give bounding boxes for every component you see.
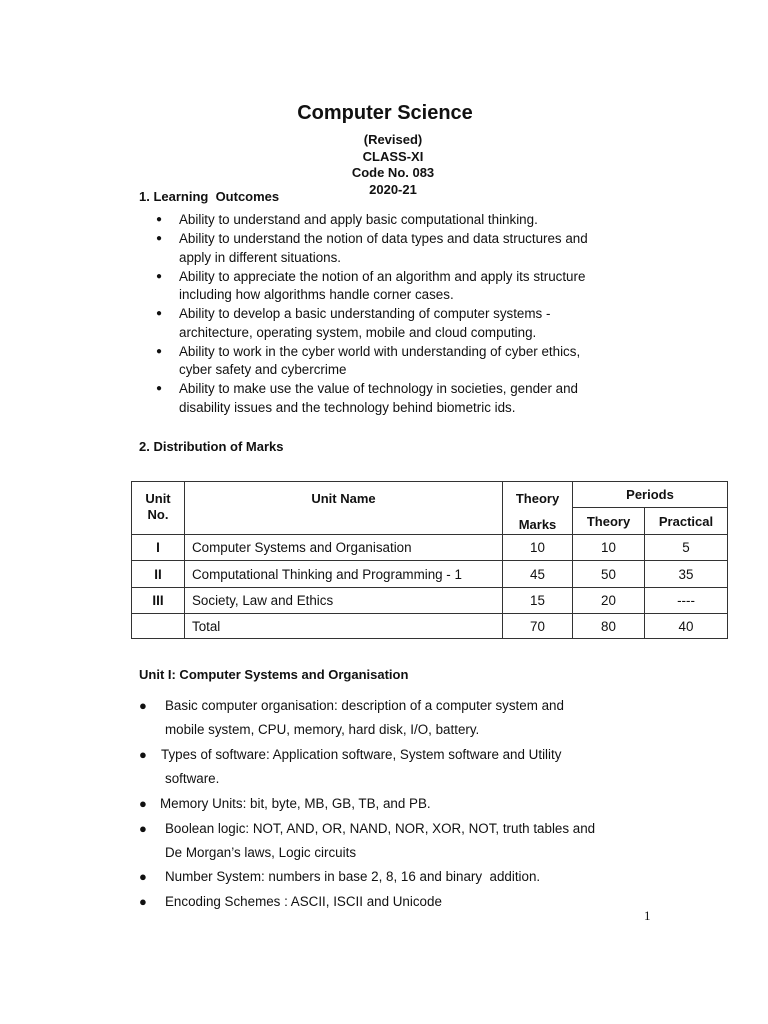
list-item: [156, 305, 676, 342]
list-item-line: mobile system, CPU, memory, hard disk, I/O, battery.: [165, 722, 480, 737]
header-theory-line1: Theory: [515, 491, 560, 506]
bullet-icon: ●: [156, 345, 163, 357]
bullet-icon: ●: [139, 698, 147, 713]
cell-unit: II: [132, 561, 185, 588]
list-item-line: disability issues and the technology behind biometric ids.: [179, 399, 516, 415]
table-row: [132, 561, 728, 588]
bullet-icon: ●: [139, 821, 147, 836]
cell-theory: 80: [573, 614, 645, 639]
list-item: [156, 230, 676, 267]
header-periods-theory: Theory: [573, 508, 645, 535]
list-item-line: De Morgan’s laws, Logic circuits: [165, 845, 357, 860]
revised-label: (Revised): [363, 132, 423, 147]
list-item: [156, 343, 676, 380]
list-item-line: Memory Units: bit, byte, MB, GB, TB, and PB.: [160, 796, 431, 811]
bullet-icon: ●: [156, 214, 163, 225]
cell-marks: 45: [503, 561, 573, 588]
list-item-line: Basic computer organisation: description of a computer system and: [165, 698, 564, 713]
list-item-line: cyber safety and cybercrime: [179, 362, 347, 377]
cell-unit-name: Computational Thinking and Programming - 1: [185, 561, 503, 588]
distribution-heading: 2. Distribution of Marks: [139, 439, 284, 454]
list-item-line: Ability to make use the value of technology in societies, gender and: [179, 381, 578, 396]
page-number: 1: [644, 908, 651, 923]
table-row: [132, 535, 728, 561]
header-unit-no-line2: No.: [147, 507, 169, 522]
list-item-line: including how algorithms handle corner cases.: [179, 287, 454, 302]
list-item-line: architecture, operating system, mobile and cloud computing.: [179, 324, 537, 340]
cell-marks: 70: [503, 614, 573, 639]
bullet-icon: ●: [139, 747, 147, 762]
cell-theory: 10: [573, 535, 645, 561]
header-unit-no-line1: Unit: [145, 491, 171, 506]
list-item-line: Ability to work in the cyber world with understanding of cyber ethics,: [179, 343, 581, 359]
cell-practical: 35: [645, 561, 728, 588]
cell-unit: III: [132, 588, 185, 614]
learning-outcomes-list: [156, 211, 676, 418]
list-item-line: Boolean logic: NOT, AND, OR, NAND, NOR, XOR, NOT, truth tables and: [165, 821, 596, 836]
unit1-heading: Unit I: Computer Systems and Organisation: [139, 667, 409, 682]
header-periods: Periods: [573, 482, 728, 508]
cell-unit: I: [132, 535, 185, 561]
code-label: Code No. 083: [351, 165, 435, 180]
learning-outcomes-heading: 1. Learning Outcomes: [139, 189, 280, 204]
cell-unit: [132, 614, 185, 639]
list-item-line: Ability to understand and apply basic computational thinking.: [179, 212, 538, 227]
list-item-line: software.: [165, 771, 220, 786]
cell-unit-name: Society, Law and Ethics: [185, 588, 503, 614]
list-item-line: Types of software: Application software, System software and Utility: [161, 747, 562, 762]
list-item-line: apply in different situations.: [179, 249, 342, 265]
cell-theory: 50: [573, 561, 645, 588]
list-item: [156, 211, 676, 230]
header-periods-practical: Practical: [645, 508, 728, 535]
header-theory-marks: [503, 482, 573, 535]
bullet-icon: ●: [139, 869, 147, 884]
list-item-line: Number System: numbers in base 2, 8, 16 and binary addition.: [165, 869, 541, 884]
document-title: Computer Science: [297, 102, 473, 124]
table-row: [132, 588, 728, 614]
header-unit-name: Unit Name: [185, 482, 503, 535]
cell-practical: 5: [645, 535, 728, 561]
header-unit-no: [132, 482, 185, 535]
cell-practical: ----: [645, 588, 728, 614]
cell-marks: 15: [503, 588, 573, 614]
list-item-line: Encoding Schemes : ASCII, ISCII and Unicode: [165, 894, 442, 909]
cell-unit-name: Computer Systems and Organisation: [185, 535, 503, 561]
list-item-line: Ability to appreciate the notion of an algorithm and apply its structure: [179, 268, 586, 284]
list-item-line: Ability to understand the notion of data types and data structures and: [179, 231, 588, 246]
bullet-icon: ●: [156, 383, 163, 394]
list-item: [156, 380, 676, 417]
bullet-icon: ●: [156, 233, 163, 244]
cell-practical: 40: [645, 614, 728, 639]
class-label: CLASS-XI: [362, 149, 424, 164]
list-item: [156, 268, 676, 305]
cell-theory: 20: [573, 588, 645, 614]
cell-marks: 10: [503, 535, 573, 561]
bullet-icon: ●: [156, 270, 163, 282]
year-label: 2020-21: [369, 182, 417, 197]
bullet-icon: ●: [139, 796, 147, 811]
bullet-icon: ●: [139, 894, 147, 909]
list-item-line: Ability to develop a basic understanding of computer systems -: [179, 306, 551, 321]
cell-unit-name: Total: [185, 614, 503, 639]
marks-table: [131, 481, 728, 639]
bullet-icon: ●: [156, 308, 163, 319]
table-row-total: [132, 614, 728, 639]
header-theory-line2: Marks: [518, 517, 557, 532]
